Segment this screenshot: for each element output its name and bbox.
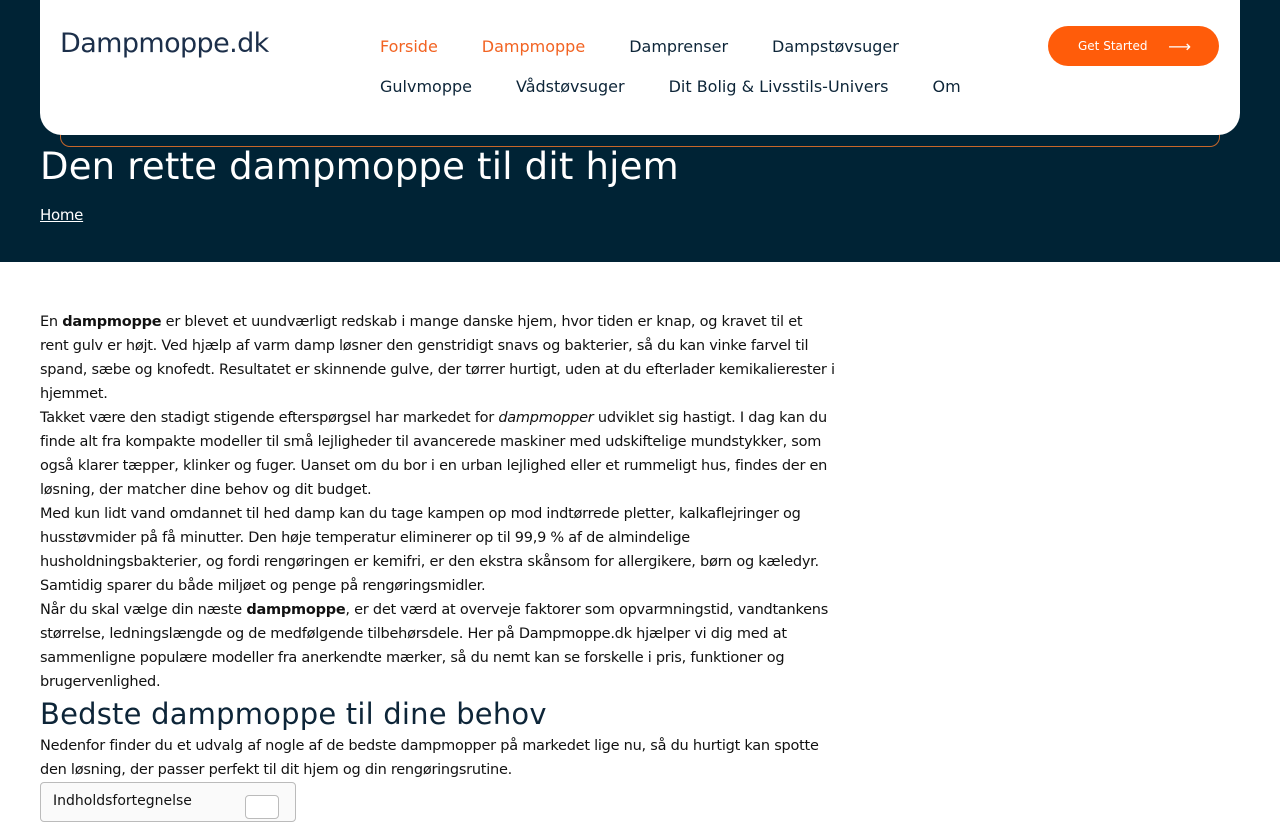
nav-item-dampstovsuger[interactable]: Dampstøvsuger xyxy=(772,37,899,56)
arrow-right-icon: ⟶ xyxy=(1168,37,1191,56)
text-span: En xyxy=(40,314,63,330)
toc-title: Indholdsfortegnelse xyxy=(53,793,192,809)
text-span: , er det værd at overveje faktorer som opvarmningstid, vandtankens størrelse, ledningslængde og de medfølgende tilbehørsdele. Her på Dampmoppe.dk hjælper vi dig med at sammenligne populære modeller fra anerkendte mærker, så du nemt kan se forskelle i pris, funktioner og brugervenlighed. xyxy=(40,602,829,690)
nav-item-om[interactable]: Om xyxy=(932,77,961,96)
toc-toggle-button[interactable] xyxy=(245,795,279,819)
article-content xyxy=(40,310,835,782)
paragraph-market xyxy=(40,406,835,502)
get-started-button[interactable] xyxy=(1048,26,1219,66)
nav-item-vadstovsuger[interactable]: Vådstøvsuger xyxy=(515,77,625,96)
text-span: Takket være den stadigt stigende efterspørgsel har markedet for xyxy=(40,410,499,426)
bold-keyword: dampmoppe xyxy=(246,602,346,618)
page-title: Den rette dampmoppe til dit hjem xyxy=(40,145,679,188)
get-started-label: Get Started xyxy=(1078,39,1148,53)
nav-item-dampmoppe[interactable]: Dampmoppe xyxy=(481,37,586,56)
paragraph-choosing xyxy=(40,598,835,694)
paragraph-benefits: Med kun lidt vand omdannet til hed damp kan du tage kampen op mod indtørrede pletter, kalkaflejringer og husstøvmider på få minutter. Den høje temperatur eliminerer op til 99,9 % af de almindelige husholdningsbakterier, og fordi rengøringen er kemifri, er den ekstra skånsom for allergikere, børn og kæledyr. Samtidig sparer du både miljøet og penge på rengøringsmidler. xyxy=(40,506,819,594)
section-heading: Bedste dampmoppe til dine behov xyxy=(40,697,547,731)
text-span: er blevet et uundværligt redskab i mange danske hjem, hvor tiden er knap, og kravet til et rent gulv er højt. Ved hjælp af varm damp løsner den genstridigt snavs og bakterier, så du kan vinke farvel til spand, sæbe og knofedt. Resultatet er skinnende gulve, der tørrer hurtigt, uden at du efterlader kemikalierester i hjemmet. xyxy=(40,314,835,402)
breadcrumb-home-link[interactable]: Home xyxy=(40,206,84,224)
header-nav-card xyxy=(40,0,1240,135)
table-of-contents xyxy=(40,782,296,822)
italic-keyword: dampmopper xyxy=(498,410,594,426)
paragraph-selection: Nedenfor finder du et udvalg af nogle af de bedste dampmopper på markedet lige nu, så du hurtigt kan spotte den løsning, der passer perfekt til dit hjem og din rengøringsrutine. xyxy=(40,738,819,778)
paragraph-intro xyxy=(40,310,835,406)
text-span: udviklet sig hastigt. I dag kan du finde alt fra kompakte modeller til små lejligheder til avancerede maskiner med udskiftelige mundstykker, som også klarer tæpper, klinker og fuger. Uanset om du bor i en urban lejlighed eller et rummeligt hus, findes der en løsning, der matcher dine behov og dit budget. xyxy=(40,410,828,498)
site-logo[interactable]: Dampmoppe.dk xyxy=(60,28,269,59)
nav-item-forside[interactable]: Forside xyxy=(380,37,438,56)
text-span: Når du skal vælge din næste xyxy=(40,602,247,618)
bold-keyword: dampmoppe xyxy=(62,314,162,330)
main-nav-row-1 xyxy=(380,37,943,56)
nav-item-bolig-univers[interactable]: Dit Bolig & Livsstils-Univers xyxy=(668,77,889,96)
nav-item-damprenser[interactable]: Damprenser xyxy=(629,37,729,56)
nav-item-gulvmoppe[interactable]: Gulvmoppe xyxy=(380,77,472,96)
main-nav-row-2 xyxy=(380,77,1005,96)
